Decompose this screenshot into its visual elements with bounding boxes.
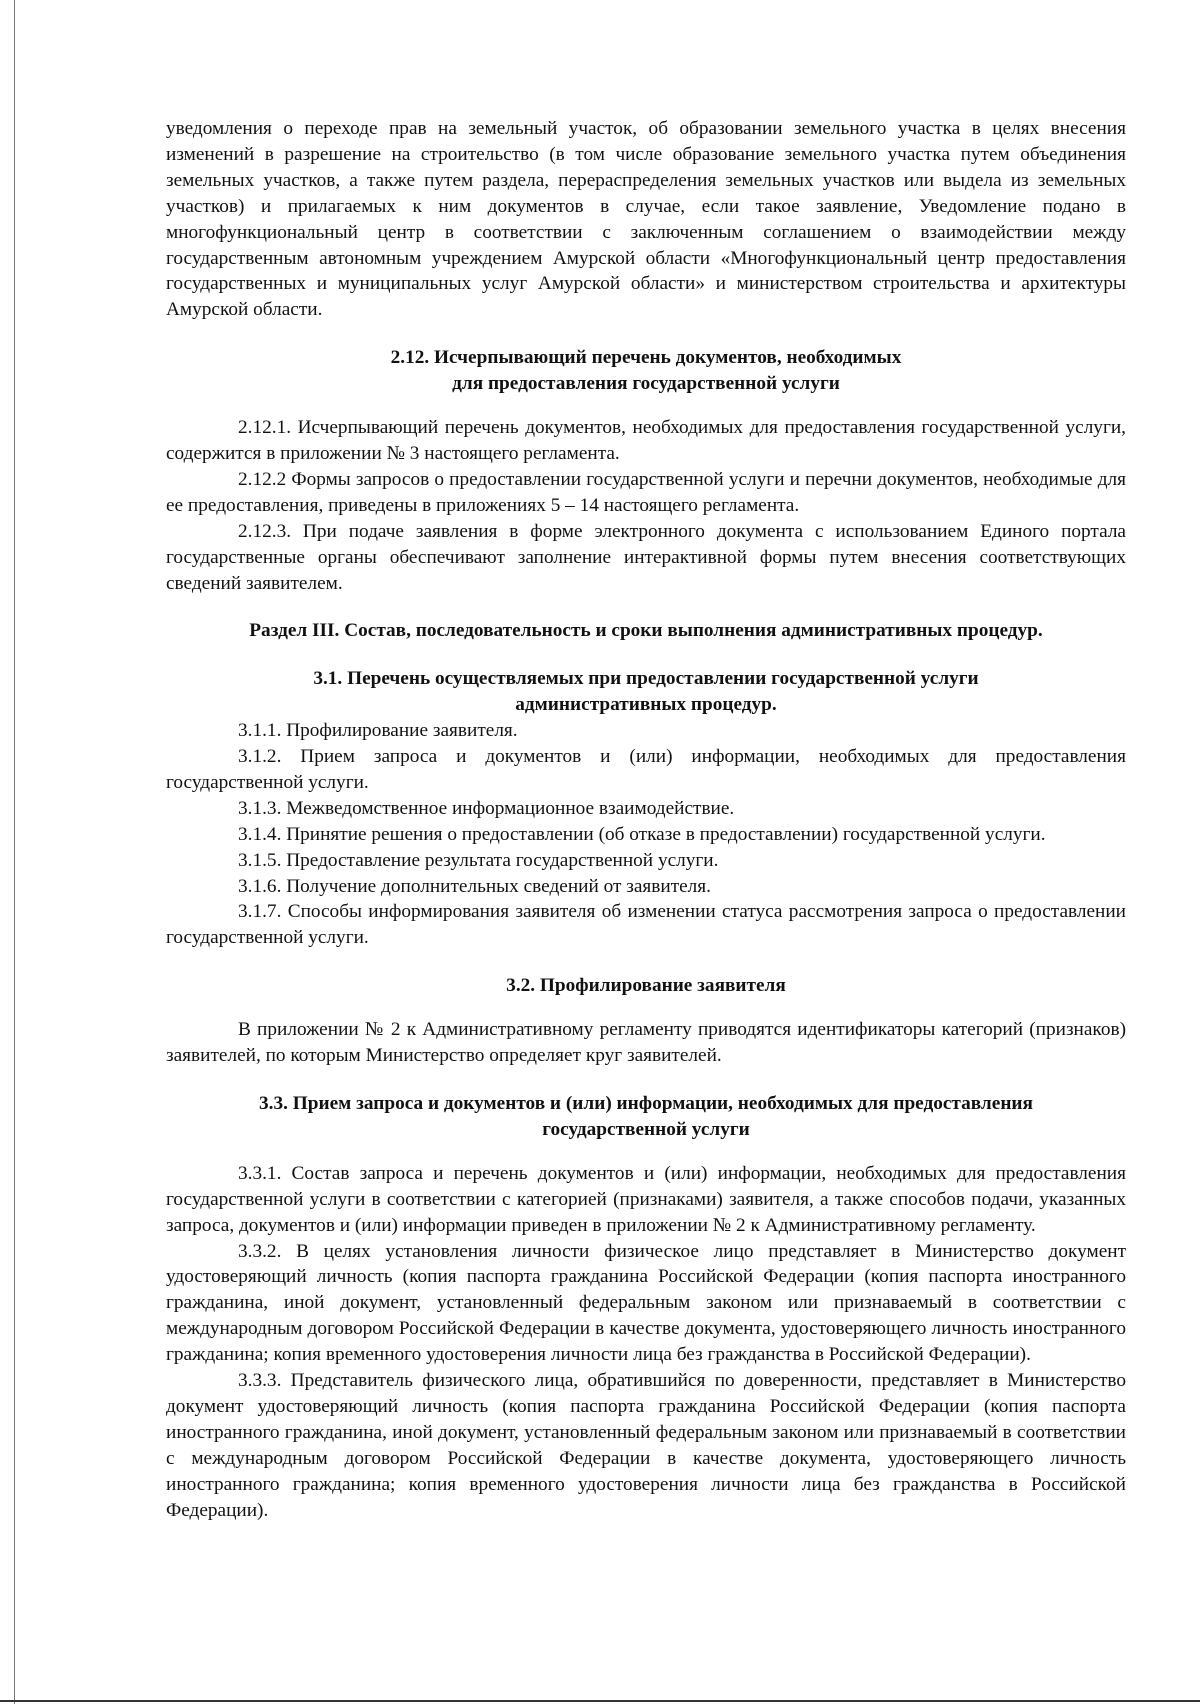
section-3-1-heading-line2: административных процедур. — [515, 694, 777, 716]
section-2-12-heading-line2: для предоставления государственной услуги — [452, 373, 840, 395]
list-item-3-1-3: 3.1.3. Межведомственное информационное взаимодействие. — [238, 797, 735, 819]
section-3-1-heading — [166, 666, 1126, 718]
paragraph-2-12-1: 2.12.1. Исчерпывающий перечень документов, необходимых для предоставления государственной услуги, содержится в приложении № 3 настоящего регламента. — [166, 417, 1126, 464]
section-3-1-heading-line1: 3.1. Перечень осуществляемых при предоставлении государственной услуги — [313, 668, 979, 690]
scan-edge-bottom — [0, 1700, 1200, 1702]
list-item-3-1-7: 3.1.7. Способы информирования заявителя об изменении статуса рассмотрения запроса о предоставлении государственной услуги. — [166, 901, 1126, 949]
section-3-2-heading: 3.2. Профилирование заявителя — [506, 975, 786, 997]
intro-paragraph: уведомления о переходе прав на земельный участок, об образовании земельного участка в целях внесения изменений в разрешение на строительство (в том числе образование земельного участка путем объединения земельных участков, а также путем раздела, перераспределения земельных участков или выдела из земельных участков) и прилагаемых к ним документов в случае, если такое заявление, Уведомление подано в многофункциональный центр в соответствии с заключенным соглашением о взаимодействии между государственным автономным учреждением Амурской области «Многофункциональный центр предоставления государственных и муниципальных услуг Амурской области» и министерством строительства и архитектуры Амурской области. — [166, 118, 1126, 321]
list-item-3-1-2: 3.1.2. Прием запроса и документов и (или) информации, необходимых для предоставления государственной услуги. — [166, 746, 1126, 793]
section-2-12-heading-line1: 2.12. Исчерпывающий перечень документов, необходимых — [390, 347, 902, 369]
paragraph-3-3-1: 3.3.1. Состав запроса и перечень документов и (или) информации, необходимых для предоставления государственной услуги в соответствии с категорией (признаками) заявителя, а также способов подачи, указанных запроса, документов и (или) информации приведен в приложении № 2 к Административному регламенту. — [166, 1162, 1126, 1236]
paragraph-3-3-2: 3.3.2. В целях установления личности физическое лицо представляет в Министерство документ удостоверяющий личность (копия паспорта гражданина Российской Федерации (копия паспорта иностранного гражданина, иной документ, установленный федеральным законом или признаваемый в соответствии с международным договором Российской Федерации в качестве документа, удостоверяющего личность иностранного гражданина; копия временного удостоверения личности лица без гражданства в Российской Федерации). — [166, 1240, 1126, 1366]
paragraph-3-3-3: 3.3.3. Представитель физического лица, обратившийся по доверенности, представляет в Министерство документ удостоверяющий личность (копия паспорта гражданина Российской Федерации (копия паспорта иностранного гражданина, иной документ, установленный федеральным законом или признаваемый в соответствии с международным договором Российской Федерации в качестве документа, удостоверяющего личность иностранного гражданина; копия временного удостоверения личности лица без гражданства в Российской Федерации). — [166, 1370, 1126, 1521]
list-item-3-1-4: 3.1.4. Принятие решения о предоставлении (об отказе в предоставлении) государственной услуги. — [238, 823, 1046, 845]
list-item-3-1-1: 3.1.1. Профилирование заявителя. — [238, 720, 518, 742]
section-2-12-heading — [166, 345, 1126, 397]
section-3-3-heading-line2: государственной услуги — [542, 1118, 750, 1140]
paragraph-2-12-2: 2.12.2 Формы запросов о предоставлении государственной услуги и перечни документов, необходимые для ее предоставления, приведены в приложениях 5 – 14 настоящего регламента. — [166, 468, 1126, 516]
list-item-3-1-6: 3.1.6. Получение дополнительных сведений от заявителя. — [238, 875, 711, 897]
list-item-3-1-5: 3.1.5. Предоставление результата государственной услуги. — [238, 849, 719, 871]
document-body — [166, 116, 1126, 1524]
scan-edge-left — [14, 0, 15, 1704]
paragraph-3-2: В приложении № 2 к Административному регламенту приводятся идентификаторы категорий (признаков) заявителей, по которым Министерство определяет круг заявителей. — [166, 1019, 1126, 1067]
section-3-3-heading-line1: 3.3. Прием запроса и документов и (или) информации, необходимых для предоставления — [259, 1093, 1033, 1114]
section-3-3-heading — [166, 1091, 1126, 1143]
paragraph-2-12-3: 2.12.3. При подаче заявления в форме электронного документа с использованием Единого портала государственные органы обеспечивают заполнение интерактивной формы путем внесения соответствующих сведений заявителем. — [166, 520, 1126, 594]
section-3-heading: Раздел III. Состав, последовательность и сроки выполнения административных процедур. — [249, 620, 1043, 642]
